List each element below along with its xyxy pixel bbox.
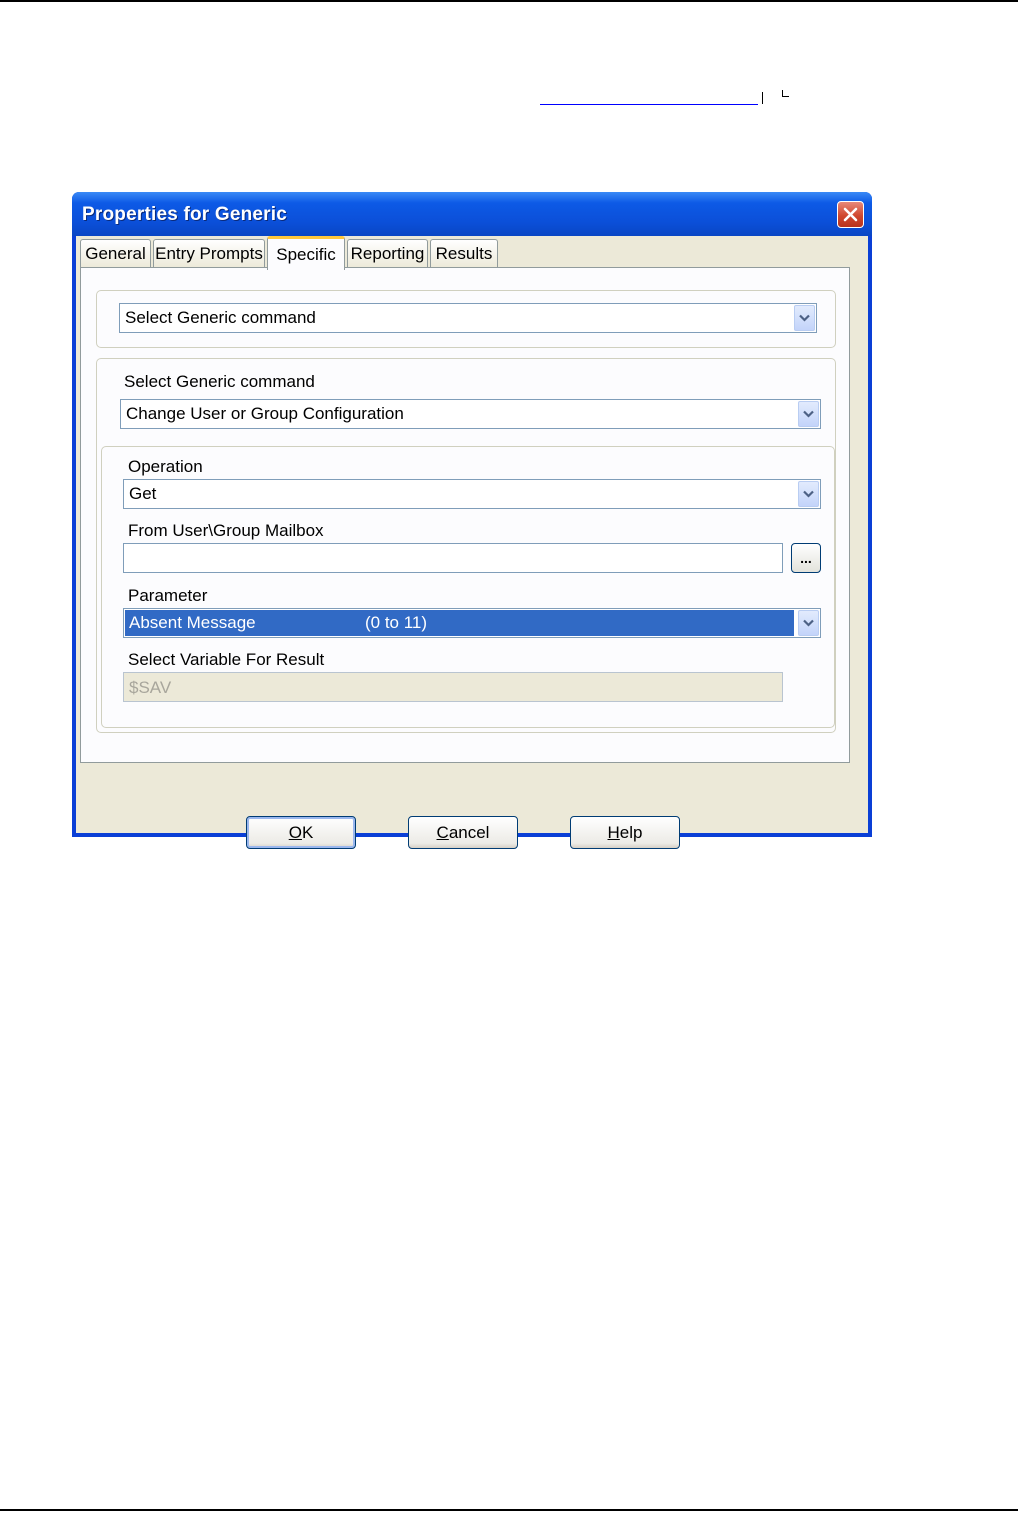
ok-button[interactable]	[246, 816, 356, 849]
mailbox-input[interactable]	[123, 543, 783, 573]
result-variable-field	[123, 672, 783, 702]
cancel-button[interactable]	[408, 816, 518, 849]
chevron-down-icon[interactable]	[798, 610, 819, 636]
document-link-underline[interactable]	[540, 104, 758, 105]
chevron-down-icon[interactable]	[798, 401, 819, 427]
cancel-mnemonic: C	[436, 822, 449, 842]
help-label-rest: elp	[619, 822, 643, 842]
tab-reporting[interactable]: Reporting	[347, 239, 428, 268]
help-button[interactable]	[570, 816, 680, 849]
tab-general[interactable]: General	[80, 239, 151, 268]
ok-label-rest: K	[301, 822, 314, 842]
operation-label: Operation	[128, 457, 203, 476]
generic-command-dropdown-value: Select Generic command	[125, 308, 316, 327]
cancel-label-rest: ancel	[448, 822, 490, 842]
title-bar[interactable]	[72, 192, 872, 236]
chevron-down-icon[interactable]	[798, 481, 819, 507]
command-label: Select Generic command	[124, 372, 315, 391]
dialog-client-area	[76, 236, 868, 842]
ok-mnemonic: O	[288, 822, 302, 842]
crop-mark	[782, 90, 789, 97]
generic-command-dropdown[interactable]	[119, 303, 817, 333]
specific-tab-panel	[80, 267, 850, 763]
command-settings-group	[96, 358, 836, 733]
properties-dialog	[72, 192, 872, 842]
parameter-dropdown[interactable]	[123, 608, 821, 638]
browse-mailbox-button[interactable]: ...	[791, 543, 821, 573]
tab-entry-prompts[interactable]: Entry Prompts	[153, 239, 265, 268]
close-button[interactable]	[837, 201, 864, 228]
parameter-dropdown-value: Absent Message	[129, 613, 256, 632]
parameter-range: (0 to 11)	[365, 613, 428, 632]
command-dropdown[interactable]	[120, 399, 821, 429]
chevron-down-icon[interactable]	[794, 305, 815, 331]
result-variable-value: $SAV	[129, 678, 172, 697]
parameter-label: Parameter	[128, 586, 208, 605]
dialog-title: Properties for Generic	[82, 204, 288, 225]
operation-group	[101, 446, 835, 728]
page-bottom-rule	[0, 1509, 1018, 1511]
crop-mark	[762, 92, 763, 104]
mailbox-label: From User\Group Mailbox	[128, 521, 324, 540]
operation-dropdown-value: Get	[129, 484, 157, 503]
tab-specific[interactable]: Specific	[267, 236, 345, 270]
result-variable-label: Select Variable For Result	[128, 650, 325, 669]
close-icon	[843, 207, 858, 222]
command-dropdown-value: Change User or Group Configuration	[126, 404, 404, 423]
command-selector-group	[96, 290, 836, 348]
help-mnemonic: H	[607, 822, 620, 842]
page-top-rule	[0, 0, 1018, 2]
tab-results[interactable]: Results	[430, 239, 498, 268]
operation-dropdown[interactable]	[123, 479, 821, 509]
